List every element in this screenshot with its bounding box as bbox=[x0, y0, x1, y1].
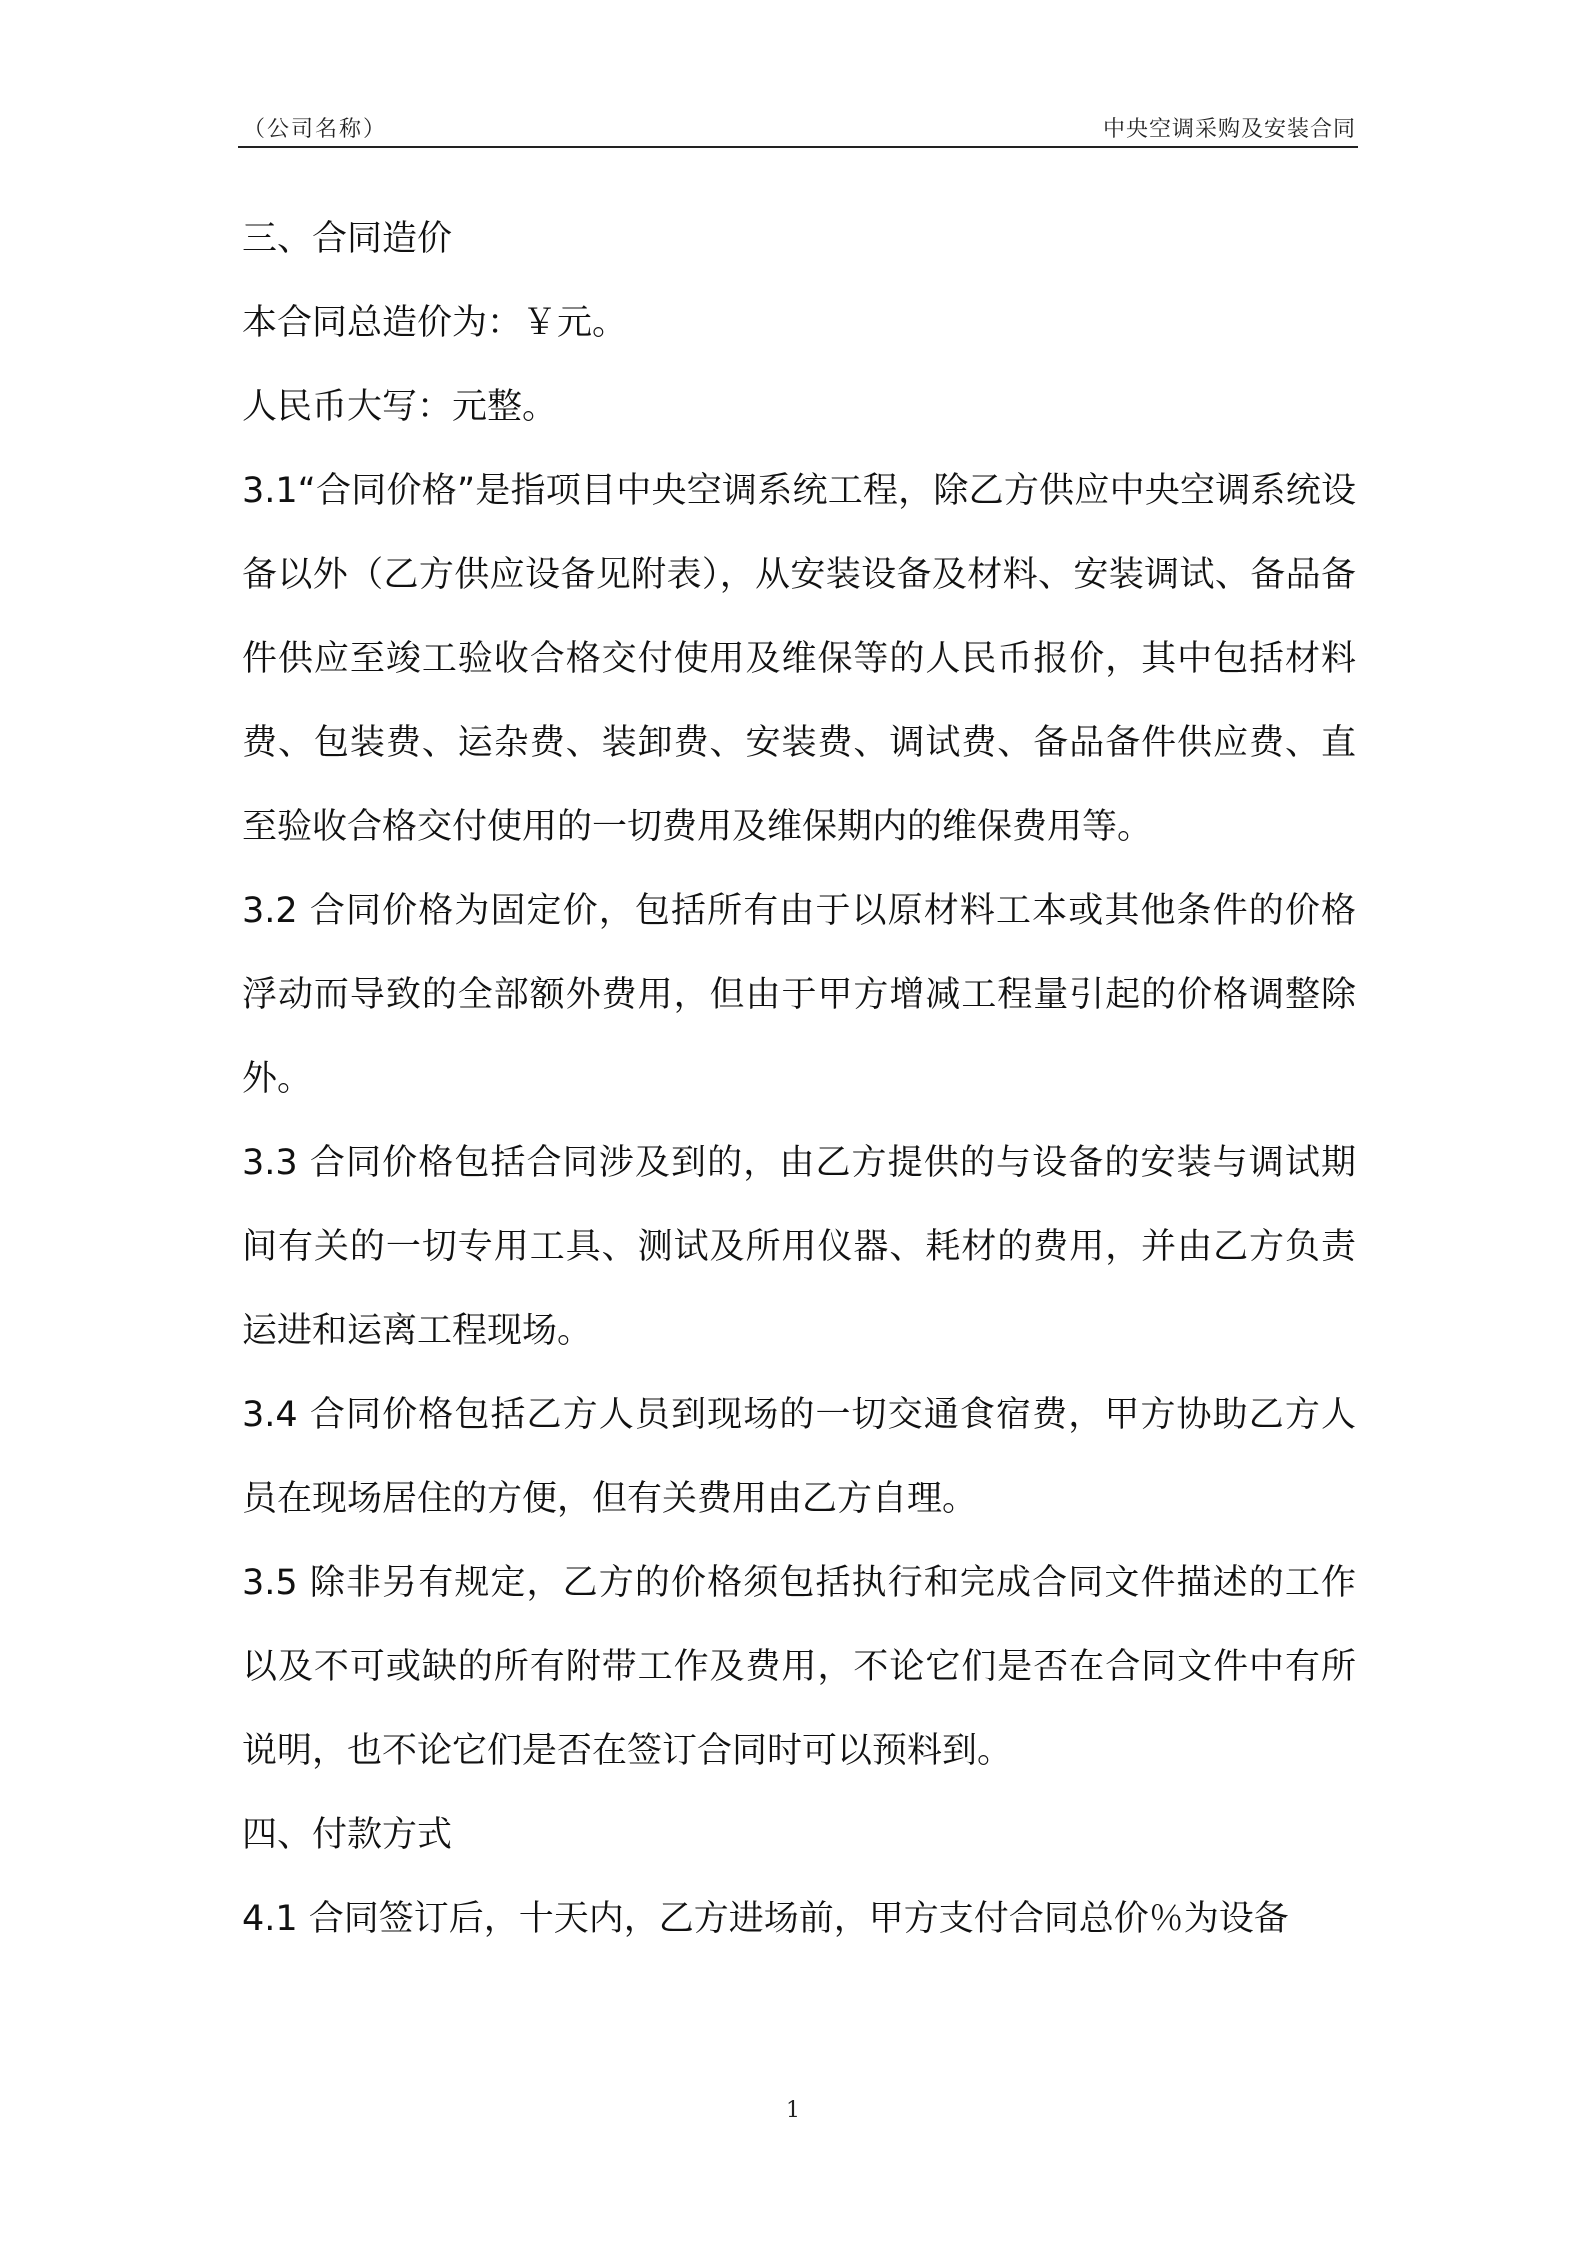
header-document-title: 中央空调采购及安装合同 bbox=[1102, 117, 1356, 142]
total-price-in-words-line: 人民币大写：元整。 bbox=[242, 387, 558, 427]
header-company-name: （公司名称） bbox=[243, 117, 388, 142]
section-heading-payment-method: 四、付款方式 bbox=[242, 1815, 453, 1855]
clause-3-4: 3.4 合同价格包括乙方人员到现场的一切交通食宿费，甲方协助乙方人员在现场居住的方便，但有关费用由乙方自理。 bbox=[242, 1395, 1356, 1519]
clause-3-5: 3.5 除非另有规定，乙方的价格须包括执行和完成合同文件描述的工作以及不可或缺的所有附带工作及费用，不论它们是否在合同文件中有所说明，也不论它们是否在签订合同时可以预料到。 bbox=[242, 1563, 1356, 1771]
clause-3-2: 3.2 合同价格为固定价，包括所有由于以原材料工本或其他条件的价格浮动而导致的全部额外费用，但由于甲方增减工程量引起的价格调整除外。 bbox=[242, 891, 1356, 1099]
clause-3-3: 3.3 合同价格包括合同涉及到的，由乙方提供的与设备的安装与调试期间有关的一切专用工具、测试及所用仪器、耗材的费用，并由乙方负责运进和运离工程现场。 bbox=[242, 1143, 1356, 1351]
header-divider bbox=[238, 146, 1358, 148]
total-price-line: 本合同总造价为：￥元。 bbox=[242, 303, 628, 343]
document-body bbox=[242, 197, 1356, 1961]
section-heading-contract-price: 三、合同造价 bbox=[242, 219, 453, 259]
page-number: 1 bbox=[786, 2098, 800, 2123]
clause-3-1: 3.1“合同价格”是指项目中央空调系统工程，除乙方供应中央空调系统设备以外（乙方供应设备见附表），从安装设备及材料、安装调试、备品备件供应至竣工验收合格交付使用及维保等的人民币报价，其中包括材料费、包装费、运杂费、装卸费、安装费、调试费、备品备件供应费、直至验收合格交付使用的一切费用及维保期内的维保费用等。 bbox=[242, 471, 1356, 847]
clause-4-1: 4.1 合同签订后，十天内，乙方进场前，甲方支付合同总价％为设备 bbox=[242, 1899, 1289, 1939]
